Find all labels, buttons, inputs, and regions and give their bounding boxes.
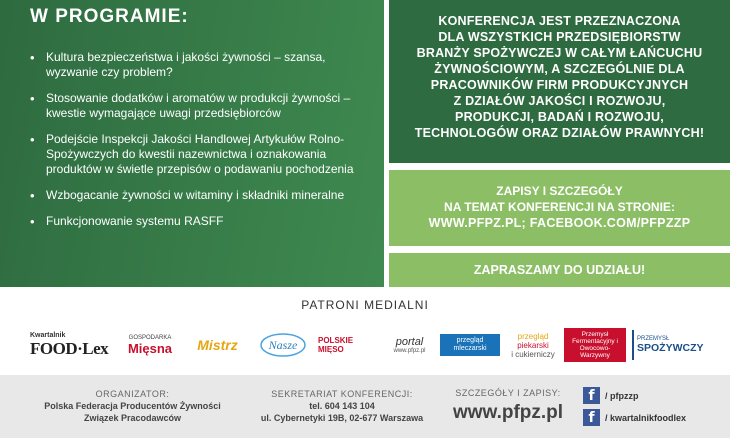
conference-line: PRACOWNIKÓW FIRM PRODUKCYJNYCH [430, 78, 689, 92]
facebook-handle: / pfpzzp [605, 390, 639, 401]
facebook-link-kwartalnikfoodlex[interactable] [583, 409, 686, 426]
program-item: • Stosowanie dodatków i aromatów w produkcji żywności – kwestie wymagające uwagi przedsiębiorców [30, 91, 376, 121]
przemysl-spozywczy-logo [632, 330, 705, 360]
conference-line: PRODUKCJI, BADAŃ I ROZWOJU, [455, 110, 664, 124]
conference-line: KONFERENCJA JEST PRZEZNACZONA [438, 14, 681, 28]
nasze-logo [255, 330, 310, 360]
organizer-block [30, 388, 235, 424]
conference-line: TECHNOLOGÓW ORAZ DZIAŁÓW PRAWNYCH! [414, 126, 705, 140]
program-item: • Funkcjonowanie systemu RASFF [30, 214, 376, 229]
przeglad-mleczarski-logo [440, 330, 500, 360]
facebook-icon: f [583, 409, 600, 426]
ps-logo-big: SPOŻYWCZY [637, 342, 704, 354]
program-item: • Podejście Inspekcji Jakości Handlowej Artykułów Rolno-Spożywczych do kwestii nazewnictwa i oznakowania produktów w świetle przepisów o podawaniu pochodzenia [30, 132, 376, 177]
mistrz-logo: Mistrz [197, 337, 238, 353]
facebook-icon: f [583, 387, 600, 404]
organizer-subname: Związek Pracodawców [83, 413, 182, 423]
conference-line: BRANŻY SPOŻYWCZEJ W CAŁYM ŁAŃCUCHU [416, 46, 703, 60]
foodlex-logo-small: Kwartalnik [30, 331, 66, 339]
invite-banner: ZAPRASZAMY DO UDZIAŁU! [389, 253, 730, 287]
pc-logo-line2: piekarski [517, 340, 549, 350]
facebook-link-pfpzzp[interactable] [583, 387, 639, 404]
polskie-mieso-logo: POLSKIE MIĘSO [318, 336, 354, 354]
details-block [448, 388, 568, 424]
foodlex-logo [30, 330, 108, 360]
portal-logo-big: portal [395, 336, 424, 348]
program-item: • Kultura bezpieczeństwa i jakości żywności – szansa, wyzwanie czy problem? [30, 50, 376, 80]
ps-logo-small: PRZEMYSŁ [637, 336, 670, 342]
website-link[interactable]: www.pfpz.pl [452, 402, 564, 423]
conference-line: Z DZIAŁÓW JAKOŚCI I ROZWOJU, [453, 94, 666, 108]
svg-text:Nasze: Nasze [268, 338, 297, 352]
przeglad-piekarski-logo [506, 330, 560, 360]
portal-logo [382, 330, 437, 360]
secretariat-address: ul. Cybernetyki 19B, 02-677 Warszawa [260, 413, 424, 423]
miesna-logo-small: GOSPODARKA [128, 334, 172, 341]
secretariat-block [248, 388, 436, 424]
miesna-logo-big: Mięsna [127, 340, 173, 356]
facebook-handle: / kwartalnikfoodlex [605, 412, 687, 423]
signup-box [389, 170, 730, 246]
program-list [30, 50, 376, 240]
conference-line: DLA WSZYSTKICH PRZEDSIĘBIORSTW [438, 30, 681, 44]
nasze-logo-icon [257, 330, 309, 360]
portal-logo-small: www.pfpz.pl [393, 348, 426, 354]
signup-heading: ZAPISY I SZCZEGÓŁY [496, 184, 623, 198]
organizer-label: ORGANIZATOR: [95, 389, 170, 399]
przemysl-fermentacyjny-logo [564, 330, 626, 360]
conference-line: ŻYWNOŚCIOWYM, A SZCZEGÓLNIE DLA [434, 62, 685, 76]
program-title: W PROGRAMIE: [30, 6, 189, 27]
details-label: SZCZEGÓŁY I ZAPISY: [455, 388, 561, 398]
pc-logo-line1: przegląd [517, 331, 549, 341]
program-item: • Wzbogacanie żywności w witaminy i składniki mineralne [30, 188, 376, 203]
secretariat-phone: tel. 604 143 104 [309, 401, 375, 411]
patrons-title: PATRONI MEDIALNI [301, 298, 429, 312]
organizer-name: Polska Federacja Producentów Żywności [44, 401, 221, 411]
foodlex-logo-big: FOOD·Lex [30, 338, 109, 358]
secretariat-label: SEKRETARIAT KONFERENCJI: [271, 389, 413, 399]
pm-logo-tag: przegląd mleczarski [440, 334, 500, 356]
pc-logo-line3: i cukierniczy [511, 349, 555, 359]
gospodarka-miesna-logo [120, 330, 180, 360]
conference-audience-box [389, 0, 730, 163]
signup-subheading: NA TEMAT KONFERENCJI NA STRONIE: [444, 200, 675, 214]
pfo-logo-tag: Przemysł Fermentacyjny i Owocowo-Warzywny [564, 328, 626, 362]
program-panel [0, 0, 384, 287]
signup-websites-link[interactable]: WWW.PFPZ.PL; FACEBOOK.COM/PFPZZP [428, 216, 691, 230]
